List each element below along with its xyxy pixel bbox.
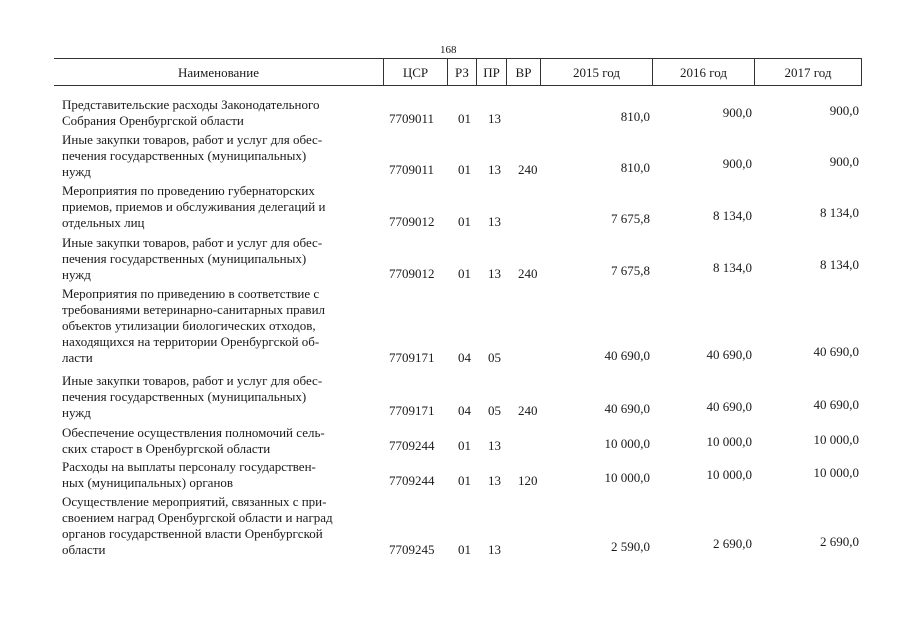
- page-number: 168: [440, 44, 457, 56]
- row-rz: 01: [458, 162, 471, 177]
- row-2017: 40 690,0: [813, 397, 859, 412]
- row-pr: 13: [488, 266, 501, 281]
- row-name: Расходы на выплаты персоналу государствен- ных (муниципальных) органов: [62, 459, 316, 490]
- row-2016: 40 690,0: [706, 347, 752, 362]
- row-2016: 2 690,0: [713, 536, 752, 551]
- row-rz: 01: [458, 473, 471, 488]
- row-pr: 13: [488, 473, 501, 488]
- row-pr: 13: [488, 111, 501, 126]
- row-name: Иные закупки товаров, работ и услуг для обес- печения государственных (муниципальных) нужд: [62, 373, 323, 420]
- row-2016: 40 690,0: [706, 399, 752, 414]
- row-2017: 900,0: [829, 154, 859, 169]
- row-2015: 7 675,8: [611, 211, 650, 226]
- row-name: Мероприятия по проведению губернаторских приемов, приемов и обслуживания делегаций и отдельных лиц: [62, 183, 326, 230]
- row-rz: 01: [458, 214, 471, 229]
- header-csr: ЦСР: [383, 59, 447, 85]
- row-rz: 04: [458, 403, 471, 418]
- header-2017: 2017 год: [754, 59, 862, 85]
- row-2015: 810,0: [620, 160, 650, 175]
- row-2016: 10 000,0: [706, 434, 752, 449]
- row-2016: 8 134,0: [713, 260, 752, 275]
- row-pr: 13: [488, 214, 501, 229]
- row-vr: 240: [518, 162, 538, 177]
- row-2016: 10 000,0: [706, 467, 752, 482]
- row-pr: 13: [488, 542, 501, 557]
- header-2016: 2016 год: [652, 59, 754, 85]
- row-csr: 7709012: [389, 214, 435, 229]
- row-name: Осуществление мероприятий, связанных с при- своением наград Оренбургской области и наград органов государственной власти Оренбургской области: [62, 494, 333, 557]
- row-2015: 2 590,0: [611, 539, 650, 554]
- row-2017: 2 690,0: [820, 534, 859, 549]
- row-pr: 05: [488, 350, 501, 365]
- row-2017: 8 134,0: [820, 205, 859, 220]
- row-csr: 7709244: [389, 438, 435, 453]
- header-2015: 2015 год: [540, 59, 652, 85]
- row-vr: 240: [518, 266, 538, 281]
- row-2015: 40 690,0: [604, 401, 650, 416]
- row-name: Обеспечение осуществления полномочий сель- ских старост в Оренбургской области: [62, 425, 325, 456]
- row-csr: 7709244: [389, 473, 435, 488]
- row-pr: 13: [488, 162, 501, 177]
- row-vr: 240: [518, 403, 538, 418]
- row-name: Представительские расходы Законодательного Собрания Оренбургской области: [62, 97, 320, 128]
- row-name: Иные закупки товаров, работ и услуг для обес- печения государственных (муниципальных) нужд: [62, 235, 323, 282]
- row-csr: 7709171: [389, 403, 435, 418]
- row-2015: 10 000,0: [604, 436, 650, 451]
- row-pr: 13: [488, 438, 501, 453]
- row-csr: 7709012: [389, 266, 435, 281]
- row-2015: 7 675,8: [611, 263, 650, 278]
- row-vr: 120: [518, 473, 538, 488]
- row-rz: 04: [458, 350, 471, 365]
- header-rz: РЗ: [447, 59, 476, 85]
- header-vr: ВР: [506, 59, 540, 85]
- row-csr: 7709011: [389, 162, 435, 177]
- row-name: Мероприятия по приведению в соответствие с требованиями ветеринарно-санитарных правил объектов утилизации биологических отходов, находящихся на территории Оренбургской об- ласти: [62, 286, 326, 365]
- row-rz: 01: [458, 438, 471, 453]
- row-2015: 10 000,0: [604, 470, 650, 485]
- row-2017: 900,0: [829, 103, 859, 118]
- row-2016: 8 134,0: [713, 208, 752, 223]
- row-2016: 900,0: [722, 156, 752, 171]
- row-2017: 40 690,0: [813, 344, 859, 359]
- row-rz: 01: [458, 266, 471, 281]
- row-csr: 7709011: [389, 111, 435, 126]
- row-csr: 7709171: [389, 350, 435, 365]
- row-name: Иные закупки товаров, работ и услуг для обес- печения государственных (муниципальных) нужд: [62, 132, 323, 179]
- row-2017: 8 134,0: [820, 257, 859, 272]
- row-2015: 40 690,0: [604, 348, 650, 363]
- row-2016: 900,0: [722, 105, 752, 120]
- header-name: Наименование: [178, 65, 259, 80]
- row-2017: 10 000,0: [813, 432, 859, 447]
- row-csr: 7709245: [389, 542, 435, 557]
- row-2015: 810,0: [620, 109, 650, 124]
- header-pr: ПР: [476, 59, 506, 85]
- row-rz: 01: [458, 542, 471, 557]
- row-pr: 05: [488, 403, 501, 418]
- row-rz: 01: [458, 111, 471, 126]
- row-2017: 10 000,0: [813, 465, 859, 480]
